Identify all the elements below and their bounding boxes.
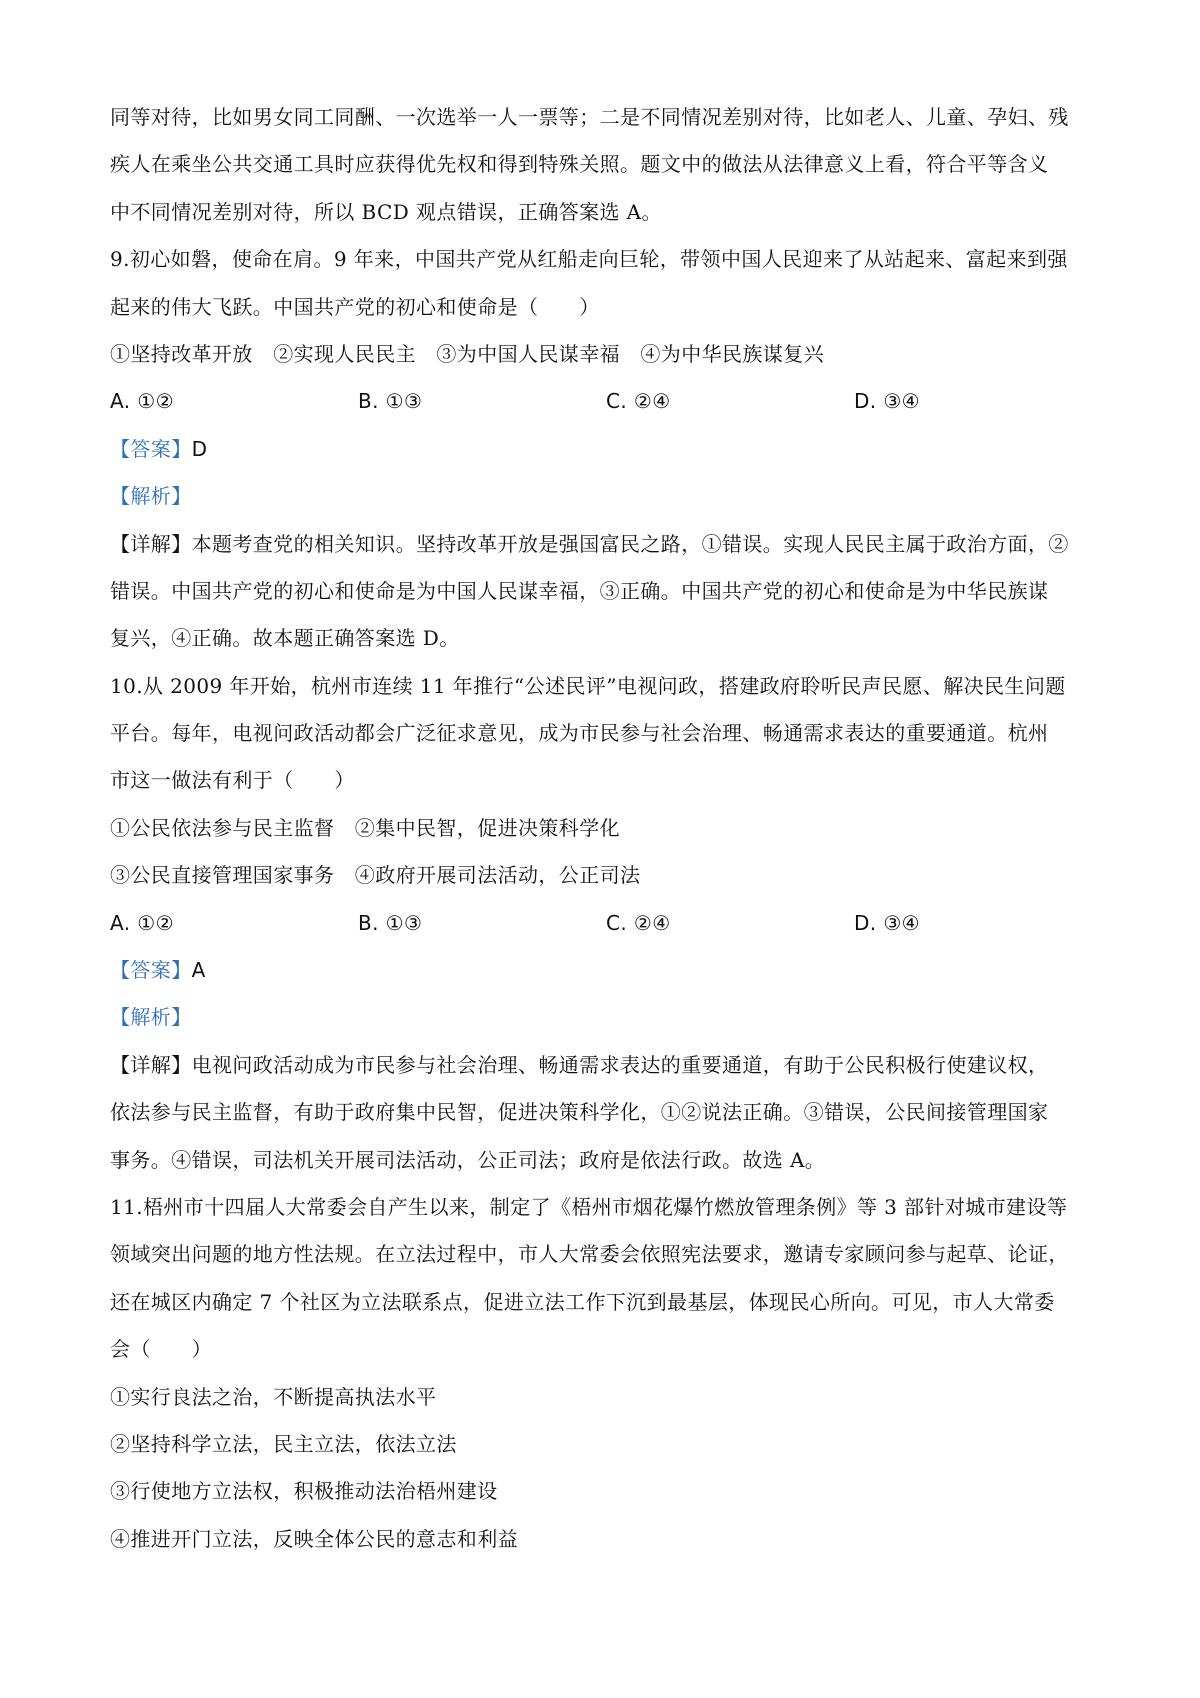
- detail-line: 复兴，④正确。故本题正确答案选 D。: [110, 626, 460, 651]
- analysis-line: [110, 473, 1102, 520]
- detail-line: 【详解】电视问政活动成为市民参与社会治理、畅通需求表达的重要通道，有助于公民积极行使建议权，: [110, 1052, 1049, 1077]
- option-c: C. ②④: [606, 910, 671, 935]
- statement-line: ③行使地方立法权，积极推动法治梧州建设: [110, 1479, 498, 1504]
- analysis-line: [110, 994, 1102, 1041]
- question-stem-line: 11.梧州市十四届人大常委会自产生以来，制定了《梧州市烟花爆竹燃放管理条例》等 3 部针对城市建设等: [110, 1194, 1068, 1219]
- option-d: D. ③④: [854, 389, 920, 414]
- option-a: A. ①②: [110, 389, 174, 414]
- answer-line: [110, 947, 1102, 994]
- text-line: 疾人在乘坐公共交通工具时应获得优先权和得到特殊关照。题文中的做法从法律意义上看，符合平等含义: [110, 152, 1049, 177]
- answer-line: [110, 426, 1102, 473]
- answer-tag: 【答案】: [110, 958, 192, 983]
- analysis-tag: 【解析】: [110, 1005, 192, 1030]
- options-row: [110, 378, 1102, 425]
- detail-line: 依法参与民主监督，有助于政府集中民智，促进决策科学化，①②说法正确。③错误，公民间接管理国家: [110, 1100, 1049, 1125]
- option-b: B. ①③: [358, 910, 423, 935]
- question-stem-line: 会（ ）: [110, 1337, 212, 1362]
- text-line: 中不同情况差别对待，所以 BCD 观点错误，正确答案选 A。: [110, 199, 662, 224]
- statement-line: ①坚持改革开放 ②实现人民民主 ③为中国人民谋幸福 ④为中华民族谋复兴: [110, 341, 824, 366]
- text-line: 同等对待，比如男女同工同酬、一次选举一人一票等；二是不同情况差别对待，比如老人、儿童、孕妇、残: [110, 105, 1069, 129]
- option-b: B. ①③: [358, 389, 423, 414]
- statement-line: ④推进开门立法，反映全体公民的意志和利益: [110, 1526, 518, 1551]
- intro-paragraph: [110, 94, 1102, 236]
- statement-line: ②坚持科学立法，民主立法，依法立法: [110, 1431, 457, 1456]
- document-page: [110, 94, 1102, 1563]
- option-d: D. ③④: [854, 910, 920, 935]
- answer-value: A: [191, 958, 206, 983]
- answer-tag: 【答案】: [110, 436, 192, 461]
- question-10: [110, 663, 1102, 1184]
- question-stem-line: 领域突出问题的地方性法规。在立法过程中，市人大常委会依照宪法要求，邀请专家顾问参与起草、论证，: [110, 1242, 1069, 1267]
- detail-line: 事务。④错误，司法机关开展司法活动，公正司法；政府是依法行政。故选 A。: [110, 1147, 826, 1172]
- question-9: [110, 236, 1102, 663]
- options-row: [110, 900, 1102, 947]
- option-c: C. ②④: [606, 389, 671, 414]
- statement-line: ①公民依法参与民主监督 ②集中民智，促进决策科学化: [110, 815, 620, 840]
- option-a: A. ①②: [110, 910, 174, 935]
- analysis-tag: 【解析】: [110, 484, 192, 509]
- question-stem-line: 9.初心如磐，使命在肩。9 年来，中国共产党从红船走向巨轮，带领中国人民迎来了从站起来、富起来到强: [110, 247, 1068, 272]
- question-stem-line: 10.从 2009 年开始，杭州市连续 11 年推行“公述民评”电视问政，搭建政府聆听民声民愿、解决民生问题: [110, 673, 1066, 698]
- question-stem-line: 还在城区内确定 7 个社区为立法联系点，促进立法工作下沉到最基层，体现民心所向。可见，市人大常委: [110, 1289, 1055, 1314]
- statement-line: ③公民直接管理国家事务 ④政府开展司法活动，公正司法: [110, 863, 641, 888]
- question-stem-line: 市这一做法有利于（ ）: [110, 768, 355, 793]
- detail-line: 【详解】本题考查党的相关知识。坚持改革开放是强国富民之路，①错误。实现人民民主属于政治方面，②: [110, 531, 1069, 556]
- question-11: [110, 1184, 1102, 1563]
- answer-value: D: [191, 436, 208, 461]
- question-stem-line: 平台。每年，电视问政活动都会广泛征求意见，成为市民参与社会治理、畅通需求表达的重要通道。杭州: [110, 721, 1049, 746]
- question-stem-line: 起来的伟大飞跃。中国共产党的初心和使命是（ ）: [110, 294, 600, 319]
- detail-line: 错误。中国共产党的初心和使命是为中国人民谋幸福，③正确。中国共产党的初心和使命是为中华民族谋: [110, 578, 1049, 603]
- statement-line: ①实行良法之治，不断提高执法水平: [110, 1384, 437, 1409]
